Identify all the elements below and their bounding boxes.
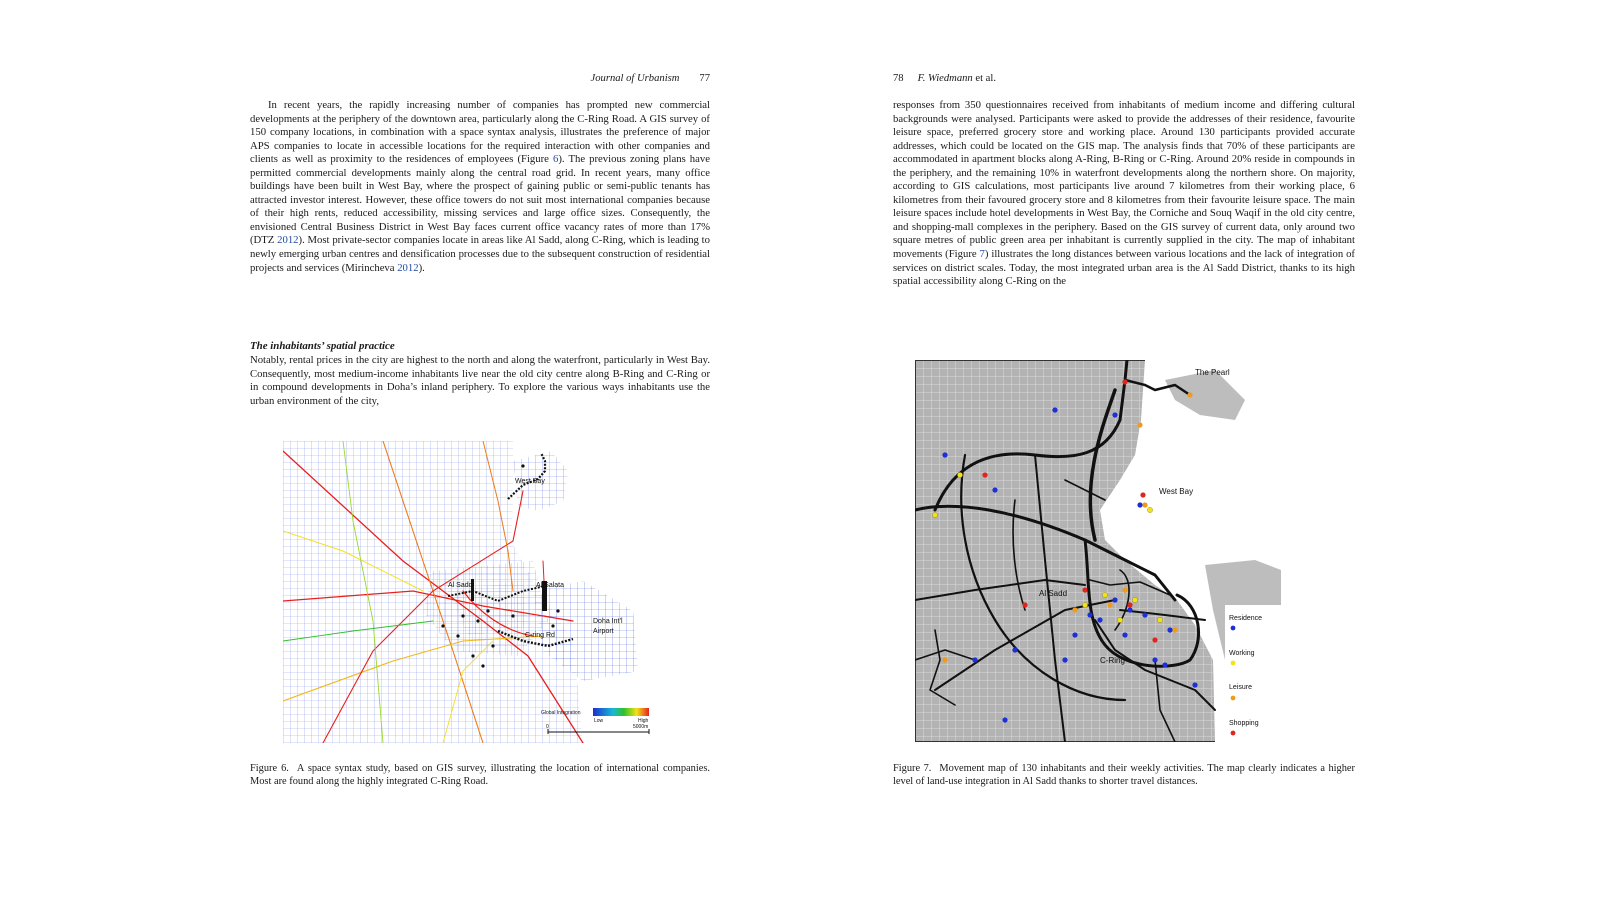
left-page	[250, 0, 710, 900]
legend-residence-label: Residence	[1229, 615, 1263, 622]
legend-high: High	[638, 718, 649, 724]
scale-start: 0	[546, 724, 549, 730]
map-label-airport-1: Doha Int’l	[593, 618, 623, 625]
figure-6-label: Figure 6.	[250, 763, 289, 774]
citation-link[interactable]: 2012	[277, 234, 299, 247]
map-label-airport-2: Airport	[593, 628, 614, 635]
page-number-right: 78	[893, 73, 904, 84]
paragraph-company-developments	[250, 99, 710, 275]
legend-working-dot	[1231, 661, 1236, 666]
map-label-al-sadd-fig7: Al Sadd	[1039, 589, 1068, 598]
figure-6-caption-text: A space syntax study, based on GIS survey, illustrating the location of international companies. Most are found along the highly integrated C-Ring Road.	[250, 763, 710, 787]
legend-leisure-dot	[1231, 696, 1236, 701]
map-label-west-bay: West Bay	[515, 478, 545, 485]
text-run: ).	[418, 261, 425, 274]
text-run: ). The previous zoning plans have permitted commercial developments mainly along the central road grid. In recent years, many office buildings have been built in West Bay, where the prospect of gaining public or semi-public tenants has attracted investor interest. However, these office towers do not suit most international companies because of their high rents, reduced accessibility, missing services and large office sizes. Consequently, the envisioned Central Business District in West Bay faces current office vacancy rates of more than 17% (DTZ	[250, 153, 710, 247]
movement-map	[915, 360, 1281, 742]
map-label-the-pearl: The Pearl	[1195, 368, 1230, 377]
figure-6-space-syntax-map	[283, 441, 650, 743]
text-run: ). Most private-sector companies locate in areas like Al Sadd, along C-Ring, which is leading to newly emerging urban centres and densification processes due to the subsequent construction of residential projects and services (Mirincheva	[250, 234, 710, 274]
legend-gradient-bar	[593, 708, 649, 716]
legend-residence-dot	[1231, 626, 1236, 631]
citation-link[interactable]: 7	[979, 248, 985, 261]
text-run: responses from 350 questionnaires received from inhabitants of medium income and differing cultural backgrounds were analysed. Participants were asked to provide the addresses of their residence, favourite leisure space, preferred grocery store and working place. Around 130 participants provided accurate addresses, which could be located on the GIS map. The analysis finds that 70% of these participants are accommodated in apartment blocks along A-Ring, B-Ring or C-Ring. Around 20% reside in compounds in the periphery, and the remaining 10% in waterfront developments along the northern shore. On majority, according to GIS calculations, most participants live around 7 kilometres from their working place, 6 kilometres from their favoured grocery store and 8 kilometres from their favourite leisure space. The main leisure spaces include hotel developments in West Bay, the Corniche and Souq Waqif in the old city centre, and shopping-mall complexes in the periphery. Based on the GIS survey of current data, only around two square metres of public green area per inhabitant is currently supplied in the city. The map of inhabitant movements (Figure	[893, 99, 1355, 261]
text-run: ) illustrates the long distances between various locations and the lack of integration of services on district scales. Today, the most integrated urban area is the Al Sadd District, thanks to its high spatial accessibility along C-Ring on the	[893, 248, 1355, 288]
legend-shopping-dot	[1231, 731, 1236, 736]
legend-low: Low	[594, 718, 604, 724]
space-syntax-map	[283, 441, 650, 743]
paragraph-spatial-practice	[250, 354, 710, 408]
citation-link[interactable]: 2012	[397, 261, 419, 274]
journal-title: Journal of Urbanism	[590, 73, 680, 84]
map-label-c-ring-rd: C-ring Rd	[525, 632, 555, 639]
map-label-c-ring: C-Ring	[1100, 656, 1125, 665]
map-label-west-bay-fig7: West Bay	[1159, 487, 1194, 496]
author-suffix: et al.	[975, 73, 996, 84]
running-head-left	[591, 73, 710, 84]
legend-working-label: Working	[1229, 650, 1255, 657]
page-number-left: 77	[699, 73, 710, 84]
legend-title: Global Integration	[541, 710, 581, 716]
paragraph-questionnaire-analysis	[893, 99, 1355, 289]
running-head-right	[893, 73, 996, 84]
scale-end: 5000m	[633, 724, 649, 730]
right-page	[893, 0, 1355, 900]
map-label-al-sadd: Al Sadd	[448, 582, 473, 589]
figure-7-label: Figure 7.	[893, 763, 932, 774]
author-name: F. Wiedmann	[917, 73, 973, 84]
text-run: Notably, rental prices in the city are highest to the north and along the waterfront, particularly in West Bay. Consequently, most medium-income inhabitants live near the old city centre along B-Ring and C-Ring or in compound developments in Doha’s inland periphery. To explore the various ways inhabitants use the urban environment of the city,	[250, 354, 710, 407]
legend-shopping-label: Shopping	[1229, 720, 1259, 727]
figure-6-caption	[250, 763, 710, 789]
section-heading: The inhabitants’ spatial practice	[250, 340, 395, 352]
text-run: In recent years, the rapidly increasing number of companies has prompted new commercial developments at the periphery of the downtown area, particularly along the C-Ring Road. A GIS survey of 150 company locations, in combination with a space syntax analysis, illustrates the preference of major APS companies to locate in accessible locations for the required interaction with other companies and clients as well as proximity to the residences of employees (Figure	[250, 99, 710, 166]
citation-link[interactable]: 6	[553, 153, 559, 166]
figure-7-movement-map	[915, 360, 1281, 742]
figure-7-caption-text: Movement map of 130 inhabitants and their weekly activities. The map clearly indicates a higher level of land-use integration in Al Sadd thanks to shorter travel distances.	[893, 763, 1355, 787]
map-label-al-salata: Al Salata	[536, 582, 565, 589]
figure-7-caption	[893, 763, 1355, 789]
legend-leisure-label: Leisure	[1229, 684, 1252, 691]
